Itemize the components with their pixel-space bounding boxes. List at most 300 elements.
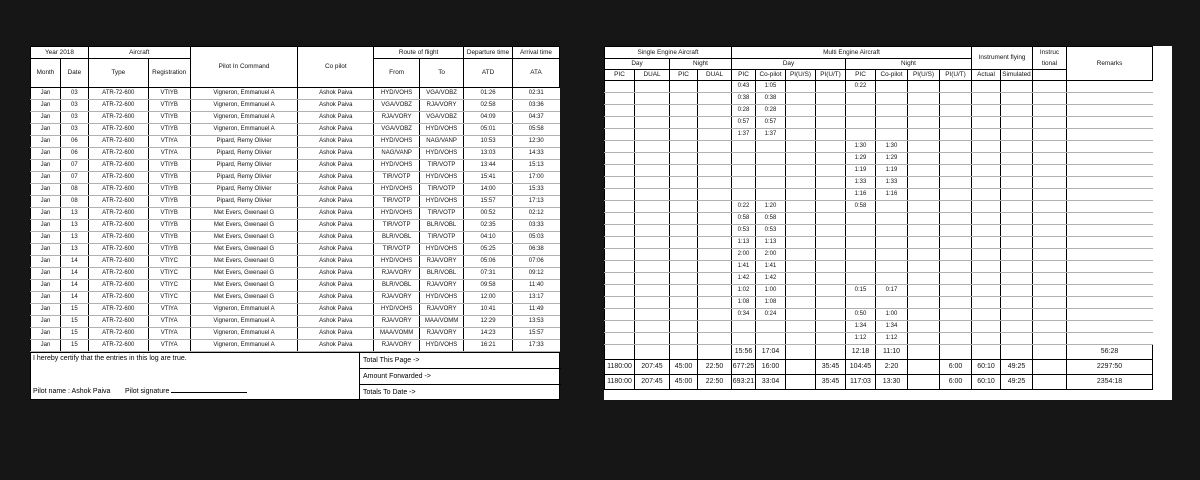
left-entry-cell: Jan bbox=[31, 136, 61, 148]
right-total-cell bbox=[635, 345, 670, 360]
right-entry-cell bbox=[1001, 225, 1033, 237]
left-entry-row bbox=[31, 184, 560, 196]
left-entry-cell: Ashok Paiva bbox=[298, 280, 374, 292]
right-entry-cell bbox=[940, 153, 972, 165]
left-entry-cell: 14 bbox=[60, 280, 88, 292]
left-entry-cell: Ashok Paiva bbox=[298, 268, 374, 280]
right-entry-cell bbox=[698, 273, 732, 285]
right-entry-row bbox=[605, 189, 1153, 201]
right-entry-cell bbox=[972, 117, 1001, 129]
pilot-signature-text: Pilot signature bbox=[125, 388, 170, 395]
right-entry-cell bbox=[698, 105, 732, 117]
left-entry-row bbox=[31, 172, 560, 184]
right-entry-cell bbox=[972, 93, 1001, 105]
right-entry-cell bbox=[876, 201, 908, 213]
right-entry-cell: 0:53 bbox=[756, 225, 786, 237]
certify-text: I hereby certify that the entries in this log are true. bbox=[33, 355, 187, 362]
right-entry-cell: 1:16 bbox=[846, 189, 876, 201]
left-entry-cell: Met Evers, Gwenael G bbox=[190, 256, 298, 268]
left-entry-cell: 00:52 bbox=[464, 208, 513, 220]
right-entry-cell bbox=[940, 297, 972, 309]
right-total-cell bbox=[1033, 345, 1067, 360]
instruc-text: Instruc bbox=[1039, 49, 1060, 56]
right-entry-cell bbox=[670, 177, 698, 189]
se-night-pic: PIC bbox=[670, 70, 698, 81]
left-logbook-table bbox=[30, 46, 560, 352]
left-entry-cell: RJA/VORY bbox=[374, 316, 420, 328]
left-entry-cell: Vigneron, Emmanuel A bbox=[190, 112, 298, 124]
right-entry-cell bbox=[876, 297, 908, 309]
right-entry-cell: 1:13 bbox=[732, 237, 756, 249]
left-entry-cell: Pipard, Remy Olivier bbox=[190, 172, 298, 184]
right-entry-cell bbox=[786, 117, 816, 129]
left-entry-cell: ATR-72-600 bbox=[88, 292, 148, 304]
right-entry-row bbox=[605, 333, 1153, 345]
left-entry-cell: ATR-72-600 bbox=[88, 316, 148, 328]
left-entry-cell: Ashok Paiva bbox=[298, 292, 374, 304]
right-entry-cell bbox=[816, 141, 846, 153]
right-entry-cell: 1:05 bbox=[756, 81, 786, 93]
left-entry-cell: Jan bbox=[31, 148, 61, 160]
left-entry-cell: Jan bbox=[31, 112, 61, 124]
left-entry-cell: ATR-72-600 bbox=[88, 124, 148, 136]
right-entry-cell bbox=[816, 93, 846, 105]
right-entry-cell bbox=[940, 201, 972, 213]
right-entry-cell bbox=[1001, 189, 1033, 201]
right-entry-cell bbox=[605, 237, 635, 249]
right-entry-cell bbox=[816, 213, 846, 225]
left-entry-row bbox=[31, 292, 560, 304]
left-entry-cell: 07:06 bbox=[513, 256, 560, 268]
right-entry-cell bbox=[1033, 249, 1067, 261]
left-entry-cell: VTIYC bbox=[148, 280, 190, 292]
left-entry-cell: Met Evers, Gwenael G bbox=[190, 292, 298, 304]
left-entry-cell: VTIYA bbox=[148, 148, 190, 160]
right-entry-cell bbox=[635, 309, 670, 321]
right-entry-cell bbox=[635, 225, 670, 237]
right-entry-cell: 0:43 bbox=[732, 81, 756, 93]
left-entry-cell: VTIYB bbox=[148, 100, 190, 112]
right-entry-cell bbox=[698, 165, 732, 177]
left-entry-row bbox=[31, 280, 560, 292]
right-entry-cell bbox=[940, 333, 972, 345]
left-entry-cell: 03 bbox=[60, 100, 88, 112]
right-entry-cell bbox=[670, 165, 698, 177]
right-entry-cell bbox=[940, 273, 972, 285]
left-entry-cell: TIR/VOTP bbox=[420, 184, 464, 196]
left-entry-cell: 05:01 bbox=[464, 124, 513, 136]
right-entry-cell bbox=[908, 141, 940, 153]
right-entry-cell bbox=[972, 81, 1001, 93]
left-entry-cell: Jan bbox=[31, 160, 61, 172]
right-entry-cell bbox=[1001, 333, 1033, 345]
right-total-row bbox=[605, 360, 1153, 375]
right-entry-cell bbox=[876, 273, 908, 285]
right-entry-cell bbox=[1033, 333, 1067, 345]
right-entry-cell bbox=[1001, 105, 1033, 117]
right-entry-cell bbox=[635, 153, 670, 165]
right-entry-cell bbox=[876, 237, 908, 249]
right-entry-cell bbox=[1067, 189, 1153, 201]
right-entry-row bbox=[605, 153, 1153, 165]
left-entry-row bbox=[31, 304, 560, 316]
right-entry-cell bbox=[846, 117, 876, 129]
right-total-cell: 1180:00 bbox=[605, 375, 635, 390]
right-total-cell bbox=[1033, 360, 1067, 375]
right-entry-cell bbox=[635, 141, 670, 153]
right-entry-cell bbox=[698, 261, 732, 273]
right-entry-cell bbox=[605, 129, 635, 141]
right-entry-cell bbox=[1033, 321, 1067, 333]
left-entry-cell: Pipard, Remy Olivier bbox=[190, 148, 298, 160]
right-entry-cell bbox=[972, 285, 1001, 297]
left-entry-cell: Ashok Paiva bbox=[298, 244, 374, 256]
left-entry-cell: 03 bbox=[60, 112, 88, 124]
left-entry-cell: ATR-72-600 bbox=[88, 340, 148, 352]
left-entry-cell: Ashok Paiva bbox=[298, 136, 374, 148]
left-entry-cell: VTIYA bbox=[148, 316, 190, 328]
right-entry-cell bbox=[1067, 249, 1153, 261]
instrument-simulated: Simulated bbox=[1001, 70, 1033, 81]
left-entry-cell: TIR/VOTP bbox=[420, 208, 464, 220]
left-entry-cell: Jan bbox=[31, 244, 61, 256]
left-entry-cell: Ashok Paiva bbox=[298, 256, 374, 268]
right-entry-row bbox=[605, 177, 1153, 189]
type-header: Type bbox=[88, 59, 148, 88]
remarks-header: Remarks bbox=[1067, 47, 1153, 81]
left-entry-cell: VTIYB bbox=[148, 208, 190, 220]
right-entry-cell bbox=[876, 93, 908, 105]
right-entry-cell bbox=[846, 129, 876, 141]
right-entry-cell bbox=[1067, 237, 1153, 249]
right-total-cell: 207:45 bbox=[635, 360, 670, 375]
right-entry-cell bbox=[1001, 261, 1033, 273]
left-entry-cell: Jan bbox=[31, 172, 61, 184]
right-entry-cell bbox=[670, 225, 698, 237]
left-entry-cell: RJA/VORY bbox=[420, 256, 464, 268]
right-entry-cell bbox=[786, 273, 816, 285]
right-entry-cell bbox=[786, 237, 816, 249]
left-entry-cell: 08 bbox=[60, 196, 88, 208]
se-day-dual: DUAL bbox=[635, 70, 670, 81]
left-entry-cell: HYD/VOHS bbox=[420, 292, 464, 304]
departure-header: Departure time bbox=[464, 47, 513, 59]
single-engine-header: Single Engine Aircraft bbox=[605, 47, 732, 59]
right-entry-cell bbox=[605, 165, 635, 177]
left-entry-cell: 04:10 bbox=[464, 232, 513, 244]
left-entry-cell: Met Evers, Gwenael G bbox=[190, 220, 298, 232]
left-entry-cell: ATR-72-600 bbox=[88, 136, 148, 148]
right-entry-row bbox=[605, 129, 1153, 141]
instructional-header bbox=[1033, 47, 1067, 70]
right-entry-cell bbox=[1001, 141, 1033, 153]
left-entry-cell: Ashok Paiva bbox=[298, 148, 374, 160]
right-entry-cell bbox=[1001, 93, 1033, 105]
left-entry-cell: 07 bbox=[60, 160, 88, 172]
left-entry-cell: HYD/VOHS bbox=[374, 184, 420, 196]
right-entry-cell bbox=[1067, 309, 1153, 321]
right-entry-cell bbox=[756, 177, 786, 189]
left-entry-cell: Vigneron, Emmanuel A bbox=[190, 316, 298, 328]
left-entry-cell: VGA/VOBZ bbox=[374, 100, 420, 112]
right-entry-cell bbox=[816, 153, 846, 165]
right-entry-cell bbox=[972, 153, 1001, 165]
right-entry-cell bbox=[635, 93, 670, 105]
right-entry-cell bbox=[1033, 117, 1067, 129]
right-entry-cell bbox=[605, 213, 635, 225]
left-entry-cell: Pipard, Remy Olivier bbox=[190, 184, 298, 196]
left-entry-row bbox=[31, 244, 560, 256]
left-entry-cell: 14:23 bbox=[464, 328, 513, 340]
right-entry-cell bbox=[846, 237, 876, 249]
right-entry-cell bbox=[1067, 225, 1153, 237]
route-header: Route of flight bbox=[374, 47, 464, 59]
left-entry-cell: Jan bbox=[31, 100, 61, 112]
left-entry-row bbox=[31, 160, 560, 172]
left-entry-cell: ATR-72-600 bbox=[88, 160, 148, 172]
left-entry-cell: Jan bbox=[31, 328, 61, 340]
right-entry-cell bbox=[940, 237, 972, 249]
left-entry-cell: Jan bbox=[31, 280, 61, 292]
right-entry-cell: 1:41 bbox=[732, 261, 756, 273]
right-total-cell: 22:50 bbox=[698, 375, 732, 390]
right-entry-row bbox=[605, 213, 1153, 225]
right-entry-cell: 1:19 bbox=[846, 165, 876, 177]
right-entry-cell bbox=[940, 129, 972, 141]
right-entry-cell bbox=[940, 117, 972, 129]
right-entry-cell bbox=[1033, 141, 1067, 153]
right-entry-cell: 0:50 bbox=[846, 309, 876, 321]
right-entry-cell bbox=[972, 321, 1001, 333]
right-entry-cell bbox=[1001, 129, 1033, 141]
left-entry-cell: Met Evers, Gwenael G bbox=[190, 208, 298, 220]
right-entry-cell bbox=[670, 333, 698, 345]
right-entry-cell bbox=[1033, 273, 1067, 285]
right-entry-cell bbox=[1033, 309, 1067, 321]
right-entry-cell bbox=[698, 117, 732, 129]
right-total-cell: 2354:18 bbox=[1067, 375, 1153, 390]
right-entry-cell bbox=[756, 321, 786, 333]
right-entry-cell bbox=[670, 153, 698, 165]
right-entries bbox=[605, 81, 1153, 390]
right-entry-cell bbox=[605, 309, 635, 321]
right-entry-cell bbox=[908, 81, 940, 93]
right-entry-cell: 1:12 bbox=[876, 333, 908, 345]
left-entry-cell: RJA/VORY bbox=[374, 340, 420, 352]
right-entry-cell bbox=[1001, 177, 1033, 189]
right-entry-cell bbox=[972, 177, 1001, 189]
right-entry-cell: 1:00 bbox=[756, 285, 786, 297]
left-entry-cell: Jan bbox=[31, 220, 61, 232]
left-entry-cell: Jan bbox=[31, 88, 61, 100]
right-entry-cell: 1:08 bbox=[732, 297, 756, 309]
right-entry-cell bbox=[670, 321, 698, 333]
left-entry-cell: ATR-72-600 bbox=[88, 112, 148, 124]
left-entry-cell: 17:13 bbox=[513, 196, 560, 208]
right-entry-cell bbox=[940, 189, 972, 201]
right-entry-cell bbox=[786, 213, 816, 225]
right-total-cell bbox=[908, 345, 940, 360]
right-entry-cell bbox=[1001, 321, 1033, 333]
left-entry-cell: Ashok Paiva bbox=[298, 208, 374, 220]
right-entry-cell bbox=[940, 165, 972, 177]
left-entry-cell: 03:36 bbox=[513, 100, 560, 112]
right-entry-row bbox=[605, 81, 1153, 93]
right-entry-cell bbox=[908, 297, 940, 309]
me-night-pic: PIC bbox=[846, 70, 876, 81]
right-entry-cell bbox=[908, 93, 940, 105]
left-entry-cell: HYD/VOHS bbox=[374, 208, 420, 220]
left-entry-cell: 05:03 bbox=[513, 232, 560, 244]
right-total-cell: 49:25 bbox=[1001, 360, 1033, 375]
right-entry-cell bbox=[1067, 117, 1153, 129]
right-total-cell bbox=[816, 345, 846, 360]
left-entry-cell: VTIYA bbox=[148, 328, 190, 340]
se-night-header: Night bbox=[670, 59, 732, 70]
left-entry-cell: TIR/VOTP bbox=[420, 160, 464, 172]
right-entry-cell bbox=[816, 333, 846, 345]
right-entry-cell bbox=[670, 309, 698, 321]
right-entry-cell bbox=[635, 297, 670, 309]
right-entry-row bbox=[605, 225, 1153, 237]
right-total-cell: 17:04 bbox=[756, 345, 786, 360]
right-entry-cell bbox=[786, 297, 816, 309]
right-entry-row bbox=[605, 273, 1153, 285]
left-entries bbox=[31, 88, 560, 352]
aircraft-header: Aircraft bbox=[88, 47, 190, 59]
right-entry-cell bbox=[908, 189, 940, 201]
right-entry-cell bbox=[972, 333, 1001, 345]
left-entry-cell: Vigneron, Emmanuel A bbox=[190, 124, 298, 136]
right-entry-cell bbox=[972, 165, 1001, 177]
right-entry-cell bbox=[698, 177, 732, 189]
right-entry-cell bbox=[972, 309, 1001, 321]
right-entry-cell bbox=[1033, 285, 1067, 297]
right-entry-cell bbox=[635, 285, 670, 297]
left-entry-row bbox=[31, 316, 560, 328]
arrival-header: Arrival time bbox=[513, 47, 560, 59]
right-entry-cell bbox=[698, 213, 732, 225]
left-entry-cell: Vigneron, Emmanuel A bbox=[190, 340, 298, 352]
right-total-cell: 677:25 bbox=[732, 360, 756, 375]
right-entry-cell bbox=[605, 333, 635, 345]
left-entry-cell: 10:41 bbox=[464, 304, 513, 316]
right-entry-cell bbox=[605, 81, 635, 93]
left-entry-cell: BLR/VOBL bbox=[420, 220, 464, 232]
right-entry-row bbox=[605, 117, 1153, 129]
right-entry-cell bbox=[816, 165, 846, 177]
left-entry-cell: RJA/VORY bbox=[420, 100, 464, 112]
left-entry-cell: 15:57 bbox=[464, 196, 513, 208]
left-entry-cell: Pipard, Remy Olivier bbox=[190, 160, 298, 172]
instrument-actual: Actual bbox=[972, 70, 1001, 81]
right-entry-cell bbox=[816, 249, 846, 261]
right-entry-cell: 1:34 bbox=[876, 321, 908, 333]
right-entry-cell bbox=[698, 141, 732, 153]
left-entry-cell: VTIYB bbox=[148, 232, 190, 244]
right-total-cell: 49:25 bbox=[1001, 375, 1033, 390]
left-entry-cell: Ashok Paiva bbox=[298, 100, 374, 112]
left-entry-cell: Ashok Paiva bbox=[298, 196, 374, 208]
right-entry-cell bbox=[635, 81, 670, 93]
left-entry-row bbox=[31, 148, 560, 160]
right-entry-cell bbox=[816, 117, 846, 129]
right-entry-cell bbox=[972, 225, 1001, 237]
right-entry-cell: 1:29 bbox=[876, 153, 908, 165]
right-entry-cell bbox=[635, 129, 670, 141]
right-entry-cell bbox=[1033, 213, 1067, 225]
right-entry-cell: 1:42 bbox=[756, 273, 786, 285]
right-entry-row bbox=[605, 93, 1153, 105]
right-entry-cell: 1:41 bbox=[756, 261, 786, 273]
right-entry-cell bbox=[786, 285, 816, 297]
right-entry-cell bbox=[1067, 93, 1153, 105]
left-entry-cell: HYD/VOHS bbox=[420, 148, 464, 160]
left-entry-row bbox=[31, 268, 560, 280]
amount-forwarded: Amount Forwarded -> bbox=[360, 369, 561, 385]
left-entry-cell: RJA/VORY bbox=[374, 268, 420, 280]
right-entry-cell bbox=[698, 153, 732, 165]
left-entry-cell: VTIYB bbox=[148, 112, 190, 124]
left-entry-row bbox=[31, 196, 560, 208]
right-entry-cell bbox=[670, 213, 698, 225]
right-entry-cell bbox=[908, 321, 940, 333]
left-entry-cell: 02:31 bbox=[513, 88, 560, 100]
right-entry-cell bbox=[698, 81, 732, 93]
left-entry-cell: 02:12 bbox=[513, 208, 560, 220]
left-entry-cell: RJA/VORY bbox=[374, 112, 420, 124]
left-entry-cell: 12:30 bbox=[513, 136, 560, 148]
right-entry-cell: 0:58 bbox=[846, 201, 876, 213]
pic-header: Pilot In Command bbox=[190, 47, 298, 88]
right-entry-cell bbox=[732, 165, 756, 177]
left-entry-cell: VTIYB bbox=[148, 172, 190, 184]
left-entry-cell: 03 bbox=[60, 88, 88, 100]
left-entry-cell: ATR-72-600 bbox=[88, 328, 148, 340]
right-entry-row bbox=[605, 297, 1153, 309]
right-entry-cell bbox=[605, 117, 635, 129]
left-entry-cell: 13:03 bbox=[464, 148, 513, 160]
left-entry-cell: Ashok Paiva bbox=[298, 220, 374, 232]
right-total-cell bbox=[1033, 375, 1067, 390]
right-total-cell bbox=[786, 375, 816, 390]
right-entry-cell bbox=[1001, 201, 1033, 213]
left-entry-cell: ATR-72-600 bbox=[88, 220, 148, 232]
right-entry-cell: 0:28 bbox=[756, 105, 786, 117]
left-entry-row bbox=[31, 232, 560, 244]
registration-header: Registration bbox=[148, 59, 190, 88]
left-entry-cell: Jan bbox=[31, 340, 61, 352]
left-entry-cell: TIR/VOTP bbox=[374, 172, 420, 184]
left-entry-cell: Ashok Paiva bbox=[298, 112, 374, 124]
right-entry-cell: 0:53 bbox=[732, 225, 756, 237]
right-total-cell: 60:10 bbox=[972, 375, 1001, 390]
right-entry-row bbox=[605, 105, 1153, 117]
right-entry-cell: 1:37 bbox=[732, 129, 756, 141]
left-entry-cell: 15:57 bbox=[513, 328, 560, 340]
left-entry-cell: HYD/VOHS bbox=[420, 124, 464, 136]
right-total-cell: 15:56 bbox=[732, 345, 756, 360]
right-entry-cell bbox=[635, 261, 670, 273]
left-entry-cell: 06:38 bbox=[513, 244, 560, 256]
left-entry-cell: Ashok Paiva bbox=[298, 232, 374, 244]
right-entry-cell bbox=[1067, 273, 1153, 285]
left-entry-cell: VTIYB bbox=[148, 124, 190, 136]
right-entry-cell bbox=[756, 153, 786, 165]
right-entry-cell bbox=[846, 297, 876, 309]
right-entry-cell bbox=[732, 321, 756, 333]
right-entry-cell bbox=[698, 93, 732, 105]
